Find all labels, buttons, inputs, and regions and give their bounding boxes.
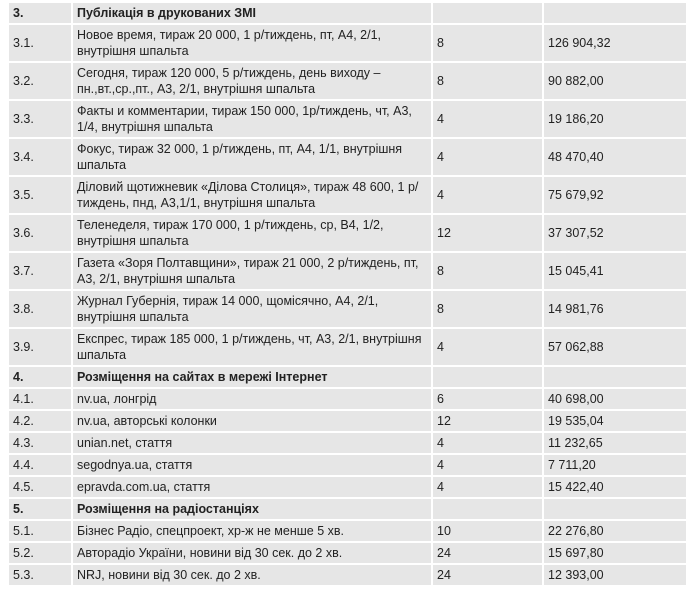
- row-number: 3.1.: [9, 25, 71, 61]
- row-quantity: 8: [433, 253, 542, 289]
- row-number: 4.4.: [9, 455, 71, 475]
- row-description: epravda.com.ua, стаття: [73, 477, 431, 497]
- row-quantity: 4: [433, 177, 542, 213]
- section-title: Публікація в друкованих ЗМІ: [73, 3, 431, 23]
- row-description: segodnya.ua, стаття: [73, 455, 431, 475]
- row-sum: 11 232,65: [544, 433, 686, 453]
- section-title: Розміщення на сайтах в мережі Інтернет: [73, 367, 431, 387]
- row-number: 5.1.: [9, 521, 71, 541]
- table-row: [9, 455, 686, 475]
- row-number: 4.3.: [9, 433, 71, 453]
- row-sum: 37 307,52: [544, 215, 686, 251]
- section-header: [9, 3, 686, 23]
- table-row: [9, 477, 686, 497]
- row-sum: 90 882,00: [544, 63, 686, 99]
- table-row: [9, 291, 686, 327]
- budget-table: [7, 1, 687, 587]
- row-description: nv.ua, лонгрід: [73, 389, 431, 409]
- row-quantity: 8: [433, 25, 542, 61]
- table-row: [9, 543, 686, 563]
- table-row: [9, 565, 686, 585]
- row-number: 5.2.: [9, 543, 71, 563]
- section-qty-empty: [433, 367, 542, 387]
- row-sum: 14 981,76: [544, 291, 686, 327]
- row-sum: 15 422,40: [544, 477, 686, 497]
- row-description: Діловий щотижневик «Ділова Столиця», тираж 48 600, 1 р/тиждень, пнд, А3,1/1, внутрішня шпальта: [73, 177, 431, 213]
- table-row: [9, 433, 686, 453]
- section-title: Розміщення на радіостанціях: [73, 499, 431, 519]
- row-quantity: 4: [433, 329, 542, 365]
- table-row: [9, 411, 686, 431]
- row-quantity: 6: [433, 389, 542, 409]
- row-quantity: 4: [433, 433, 542, 453]
- row-sum: 15 045,41: [544, 253, 686, 289]
- row-number: 3.9.: [9, 329, 71, 365]
- row-sum: 40 698,00: [544, 389, 686, 409]
- row-number: 3.2.: [9, 63, 71, 99]
- row-quantity: 12: [433, 411, 542, 431]
- row-quantity: 12: [433, 215, 542, 251]
- table-row: [9, 215, 686, 251]
- table-row: [9, 139, 686, 175]
- row-number: 4.5.: [9, 477, 71, 497]
- row-sum: 48 470,40: [544, 139, 686, 175]
- row-description: Газета «Зоря Полтавщини», тираж 21 000, 2 р/тиждень, пт, А3, 2/1, внутрішня шпальта: [73, 253, 431, 289]
- row-sum: 22 276,80: [544, 521, 686, 541]
- section-header: [9, 499, 686, 519]
- row-number: 3.5.: [9, 177, 71, 213]
- row-description: Журнал Губернія, тираж 14 000, щомісячно, А4, 2/1, внутрішня шпальта: [73, 291, 431, 327]
- row-number: 3.7.: [9, 253, 71, 289]
- row-number: 4.2.: [9, 411, 71, 431]
- row-quantity: 24: [433, 543, 542, 563]
- table-row: [9, 329, 686, 365]
- row-number: 4.1.: [9, 389, 71, 409]
- section-qty-empty: [433, 499, 542, 519]
- row-quantity: 24: [433, 565, 542, 585]
- row-quantity: 8: [433, 63, 542, 99]
- row-description: nv.ua, авторські колонки: [73, 411, 431, 431]
- section-number: 5.: [9, 499, 71, 519]
- table-row: [9, 521, 686, 541]
- row-number: 3.3.: [9, 101, 71, 137]
- row-description: Сегодня, тираж 120 000, 5 р/тиждень, день виходу – пн.,вт.,ср.,пт., А3, 2/1, внутрішня шпальта: [73, 63, 431, 99]
- table-row: [9, 25, 686, 61]
- row-description: Авторадіо України, новини від 30 сек. до 2 хв.: [73, 543, 431, 563]
- row-description: Експрес, тираж 185 000, 1 р/тиждень, чт, А3, 2/1, внутрішня шпальта: [73, 329, 431, 365]
- row-description: Теленеделя, тираж 170 000, 1 р/тиждень, ср, В4, 1/2, внутрішня шпальта: [73, 215, 431, 251]
- row-number: 3.4.: [9, 139, 71, 175]
- section-sum-empty: [544, 499, 686, 519]
- section-number: 4.: [9, 367, 71, 387]
- row-sum: 12 393,00: [544, 565, 686, 585]
- row-sum: 126 904,32: [544, 25, 686, 61]
- table-row: [9, 389, 686, 409]
- table-row: [9, 101, 686, 137]
- row-description: Новое время, тираж 20 000, 1 р/тиждень, пт, А4, 2/1, внутрішня шпальта: [73, 25, 431, 61]
- row-sum: 57 062,88: [544, 329, 686, 365]
- row-sum: 19 535,04: [544, 411, 686, 431]
- row-number: 3.6.: [9, 215, 71, 251]
- row-description: unian.net, стаття: [73, 433, 431, 453]
- row-quantity: 10: [433, 521, 542, 541]
- section-number: 3.: [9, 3, 71, 23]
- row-quantity: 4: [433, 139, 542, 175]
- row-sum: 75 679,92: [544, 177, 686, 213]
- row-quantity: 4: [433, 455, 542, 475]
- row-description: Бізнес Радіо, спецпроект, хр-ж не менше 5 хв.: [73, 521, 431, 541]
- section-qty-empty: [433, 3, 542, 23]
- row-number: 5.3.: [9, 565, 71, 585]
- section-sum-empty: [544, 3, 686, 23]
- row-description: Фокус, тираж 32 000, 1 р/тиждень, пт, А4, 1/1, внутрішня шпальта: [73, 139, 431, 175]
- row-description: Факты и комментарии, тираж 150 000, 1р/тиждень, чт, А3, 1/4, внутрішня шпальта: [73, 101, 431, 137]
- row-quantity: 8: [433, 291, 542, 327]
- table-row: [9, 253, 686, 289]
- row-quantity: 4: [433, 101, 542, 137]
- section-header: [9, 367, 686, 387]
- table-row: [9, 177, 686, 213]
- row-sum: 15 697,80: [544, 543, 686, 563]
- row-quantity: 4: [433, 477, 542, 497]
- row-sum: 19 186,20: [544, 101, 686, 137]
- section-sum-empty: [544, 367, 686, 387]
- row-number: 3.8.: [9, 291, 71, 327]
- row-sum: 7 711,20: [544, 455, 686, 475]
- table-row: [9, 63, 686, 99]
- row-description: NRJ, новини від 30 сек. до 2 хв.: [73, 565, 431, 585]
